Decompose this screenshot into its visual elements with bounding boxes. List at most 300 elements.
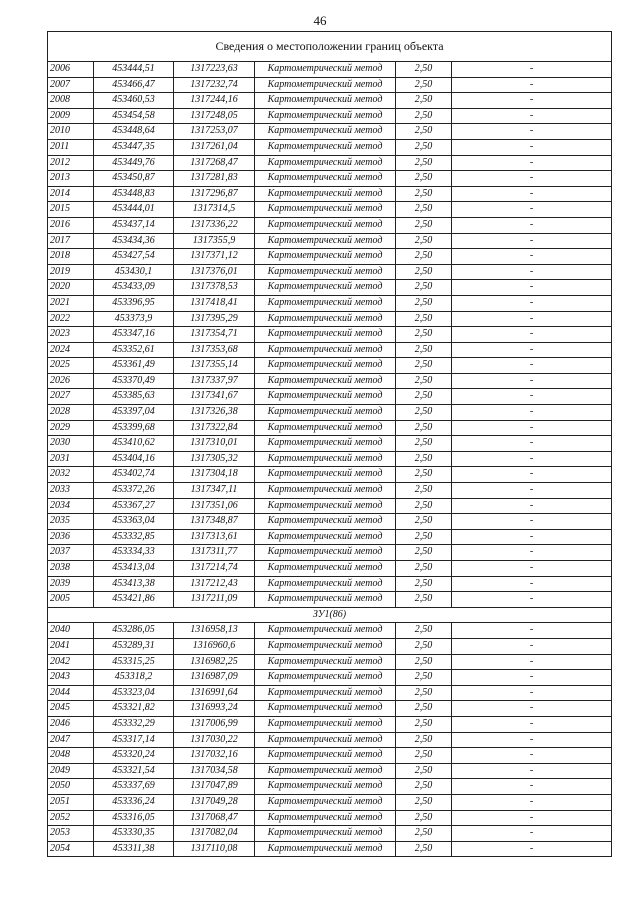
description-cell: -: [452, 77, 612, 93]
table-row: [48, 139, 612, 155]
description-cell: -: [452, 529, 612, 545]
x-coordinate-cell: 453404,16: [94, 451, 174, 467]
method-cell: Картометрический метод: [255, 451, 396, 467]
table-row: [48, 763, 612, 779]
x-coordinate-cell: 453410,62: [94, 436, 174, 452]
description-cell: -: [452, 732, 612, 748]
accuracy-cell: 2,50: [396, 483, 452, 499]
accuracy-cell: 2,50: [396, 670, 452, 686]
description-cell: -: [452, 763, 612, 779]
accuracy-cell: 2,50: [396, 342, 452, 358]
method-cell: Картометрический метод: [255, 810, 396, 826]
accuracy-cell: 2,50: [396, 576, 452, 592]
table-row: [48, 794, 612, 810]
method-cell: Картометрический метод: [255, 342, 396, 358]
y-coordinate-cell: 1317304,18: [174, 467, 255, 483]
method-cell: Картометрический метод: [255, 124, 396, 140]
description-cell: -: [452, 249, 612, 265]
method-cell: Картометрический метод: [255, 529, 396, 545]
description-cell: -: [452, 638, 612, 654]
table-row: [48, 264, 612, 280]
y-coordinate-cell: 1317305,32: [174, 451, 255, 467]
method-cell: Картометрический метод: [255, 654, 396, 670]
y-coordinate-cell: 1317032,16: [174, 748, 255, 764]
accuracy-cell: 2,50: [396, 716, 452, 732]
method-cell: Картометрический метод: [255, 545, 396, 561]
coordinates-table: [47, 31, 612, 857]
accuracy-cell: 2,50: [396, 841, 452, 857]
accuracy-cell: 2,50: [396, 327, 452, 343]
description-cell: -: [452, 93, 612, 109]
x-coordinate-cell: 453447,35: [94, 139, 174, 155]
x-coordinate-cell: 453317,14: [94, 732, 174, 748]
point-number-cell: 2023: [48, 327, 94, 343]
table-row: [48, 233, 612, 249]
table-row: [48, 716, 612, 732]
table-title: Сведения о местоположении границ объекта: [48, 32, 612, 62]
y-coordinate-cell: 1316982,25: [174, 654, 255, 670]
x-coordinate-cell: 453318,2: [94, 670, 174, 686]
x-coordinate-cell: 453332,85: [94, 529, 174, 545]
point-number-cell: 2036: [48, 529, 94, 545]
accuracy-cell: 2,50: [396, 405, 452, 421]
x-coordinate-cell: 453321,82: [94, 701, 174, 717]
point-number-cell: 2012: [48, 155, 94, 171]
table-row: [48, 529, 612, 545]
accuracy-cell: 2,50: [396, 217, 452, 233]
point-number-cell: 2010: [48, 124, 94, 140]
x-coordinate-cell: 453361,49: [94, 358, 174, 374]
x-coordinate-cell: 453399,68: [94, 420, 174, 436]
method-cell: Картометрический метод: [255, 295, 396, 311]
description-cell: -: [452, 420, 612, 436]
accuracy-cell: 2,50: [396, 794, 452, 810]
point-number-cell: 2019: [48, 264, 94, 280]
x-coordinate-cell: 453286,05: [94, 623, 174, 639]
table-row: [48, 514, 612, 530]
description-cell: -: [452, 171, 612, 187]
method-cell: Картометрический метод: [255, 763, 396, 779]
y-coordinate-cell: 1317047,89: [174, 779, 255, 795]
table-row: [48, 841, 612, 857]
accuracy-cell: 2,50: [396, 155, 452, 171]
x-coordinate-cell: 453336,24: [94, 794, 174, 810]
accuracy-cell: 2,50: [396, 311, 452, 327]
y-coordinate-cell: 1317244,16: [174, 93, 255, 109]
description-cell: -: [452, 311, 612, 327]
description-cell: -: [452, 716, 612, 732]
x-coordinate-cell: 453347,16: [94, 327, 174, 343]
x-coordinate-cell: 453321,54: [94, 763, 174, 779]
table-row: [48, 576, 612, 592]
y-coordinate-cell: 1317341,67: [174, 389, 255, 405]
method-cell: Картометрический метод: [255, 716, 396, 732]
section-label: ЗУ1(86): [48, 607, 612, 623]
point-number-cell: 2052: [48, 810, 94, 826]
method-cell: Картометрический метод: [255, 373, 396, 389]
x-coordinate-cell: 453444,51: [94, 62, 174, 78]
y-coordinate-cell: 1317223,63: [174, 62, 255, 78]
description-cell: -: [452, 561, 612, 577]
table-row: [48, 389, 612, 405]
accuracy-cell: 2,50: [396, 592, 452, 608]
description-cell: -: [452, 670, 612, 686]
method-cell: Картометрический метод: [255, 638, 396, 654]
description-cell: -: [452, 498, 612, 514]
accuracy-cell: 2,50: [396, 810, 452, 826]
x-coordinate-cell: 453334,33: [94, 545, 174, 561]
point-number-cell: 2043: [48, 670, 94, 686]
x-coordinate-cell: 453460,53: [94, 93, 174, 109]
accuracy-cell: 2,50: [396, 529, 452, 545]
point-number-cell: 2027: [48, 389, 94, 405]
table-row: [48, 342, 612, 358]
point-number-cell: 2033: [48, 483, 94, 499]
page-number: 46: [313, 13, 327, 28]
x-coordinate-cell: 453337,69: [94, 779, 174, 795]
description-cell: -: [452, 701, 612, 717]
table-row: [48, 451, 612, 467]
accuracy-cell: 2,50: [396, 202, 452, 218]
point-number-cell: 2016: [48, 217, 94, 233]
method-cell: Картометрический метод: [255, 405, 396, 421]
method-cell: Картометрический метод: [255, 171, 396, 187]
accuracy-cell: 2,50: [396, 685, 452, 701]
description-cell: -: [452, 108, 612, 124]
y-coordinate-cell: 1317068,47: [174, 810, 255, 826]
x-coordinate-cell: 453433,09: [94, 280, 174, 296]
accuracy-cell: 2,50: [396, 436, 452, 452]
method-cell: Картометрический метод: [255, 732, 396, 748]
y-coordinate-cell: 1317354,71: [174, 327, 255, 343]
table-row: [48, 155, 612, 171]
y-coordinate-cell: 1317006,99: [174, 716, 255, 732]
y-coordinate-cell: 1317034,58: [174, 763, 255, 779]
x-coordinate-cell: 453396,95: [94, 295, 174, 311]
description-cell: -: [452, 810, 612, 826]
point-number-cell: 2026: [48, 373, 94, 389]
accuracy-cell: 2,50: [396, 561, 452, 577]
y-coordinate-cell: 1317110,08: [174, 841, 255, 857]
description-cell: -: [452, 436, 612, 452]
x-coordinate-cell: 453413,38: [94, 576, 174, 592]
x-coordinate-cell: 453370,49: [94, 373, 174, 389]
table-row: [48, 810, 612, 826]
description-cell: -: [452, 514, 612, 530]
method-cell: Картометрический метод: [255, 420, 396, 436]
x-coordinate-cell: 453413,04: [94, 561, 174, 577]
method-cell: Картометрический метод: [255, 186, 396, 202]
table-row: [48, 217, 612, 233]
x-coordinate-cell: 453332,29: [94, 716, 174, 732]
point-number-cell: 2015: [48, 202, 94, 218]
boundary-table: [47, 31, 611, 857]
method-cell: Картометрический метод: [255, 483, 396, 499]
point-number-cell: 2037: [48, 545, 94, 561]
accuracy-cell: 2,50: [396, 467, 452, 483]
table-row: [48, 638, 612, 654]
x-coordinate-cell: 453323,04: [94, 685, 174, 701]
method-cell: Картометрический метод: [255, 561, 396, 577]
x-coordinate-cell: 453454,58: [94, 108, 174, 124]
accuracy-cell: 2,50: [396, 638, 452, 654]
y-coordinate-cell: 1317310,01: [174, 436, 255, 452]
table-row: [48, 311, 612, 327]
point-number-cell: 2031: [48, 451, 94, 467]
point-number-cell: 2030: [48, 436, 94, 452]
table-row: [48, 623, 612, 639]
x-coordinate-cell: 453421,86: [94, 592, 174, 608]
point-number-cell: 2038: [48, 561, 94, 577]
y-coordinate-cell: 1317348,87: [174, 514, 255, 530]
x-coordinate-cell: 453450,87: [94, 171, 174, 187]
y-coordinate-cell: 1316993,24: [174, 701, 255, 717]
method-cell: Картометрический метод: [255, 108, 396, 124]
accuracy-cell: 2,50: [396, 280, 452, 296]
method-cell: Картометрический метод: [255, 670, 396, 686]
method-cell: Картометрический метод: [255, 280, 396, 296]
method-cell: Картометрический метод: [255, 202, 396, 218]
method-cell: Картометрический метод: [255, 685, 396, 701]
description-cell: -: [452, 545, 612, 561]
method-cell: Картометрический метод: [255, 264, 396, 280]
point-number-cell: 2035: [48, 514, 94, 530]
accuracy-cell: 2,50: [396, 779, 452, 795]
method-cell: Картометрический метод: [255, 62, 396, 78]
table-row: [48, 561, 612, 577]
table-row: [48, 498, 612, 514]
description-cell: -: [452, 405, 612, 421]
description-cell: -: [452, 358, 612, 374]
point-number-cell: 2009: [48, 108, 94, 124]
point-number-cell: 2053: [48, 826, 94, 842]
table-row: [48, 373, 612, 389]
table-row: [48, 249, 612, 265]
point-number-cell: 2044: [48, 685, 94, 701]
y-coordinate-cell: 1317351,06: [174, 498, 255, 514]
accuracy-cell: 2,50: [396, 358, 452, 374]
point-number-cell: 2046: [48, 716, 94, 732]
description-cell: -: [452, 186, 612, 202]
method-cell: Картометрический метод: [255, 794, 396, 810]
description-cell: -: [452, 280, 612, 296]
method-cell: Картометрический метод: [255, 249, 396, 265]
point-number-cell: 2008: [48, 93, 94, 109]
description-cell: -: [452, 373, 612, 389]
description-cell: -: [452, 342, 612, 358]
accuracy-cell: 2,50: [396, 826, 452, 842]
x-coordinate-cell: 453397,04: [94, 405, 174, 421]
table-row: [48, 545, 612, 561]
y-coordinate-cell: 1317212,43: [174, 576, 255, 592]
point-number-cell: 2048: [48, 748, 94, 764]
table-row: [48, 93, 612, 109]
accuracy-cell: 2,50: [396, 186, 452, 202]
y-coordinate-cell: 1317268,47: [174, 155, 255, 171]
table-row: [48, 670, 612, 686]
x-coordinate-cell: 453448,64: [94, 124, 174, 140]
description-cell: -: [452, 592, 612, 608]
table-row: [48, 77, 612, 93]
x-coordinate-cell: 453363,04: [94, 514, 174, 530]
x-coordinate-cell: 453385,63: [94, 389, 174, 405]
description-cell: -: [452, 451, 612, 467]
y-coordinate-cell: 1317395,29: [174, 311, 255, 327]
point-number-cell: 2020: [48, 280, 94, 296]
y-coordinate-cell: 1317232,74: [174, 77, 255, 93]
x-coordinate-cell: 453444,01: [94, 202, 174, 218]
y-coordinate-cell: 1317211,09: [174, 592, 255, 608]
method-cell: Картометрический метод: [255, 779, 396, 795]
accuracy-cell: 2,50: [396, 264, 452, 280]
x-coordinate-cell: 453352,61: [94, 342, 174, 358]
x-coordinate-cell: 453427,54: [94, 249, 174, 265]
table-row: [48, 748, 612, 764]
x-coordinate-cell: 453449,76: [94, 155, 174, 171]
accuracy-cell: 2,50: [396, 451, 452, 467]
table-row: [48, 420, 612, 436]
accuracy-cell: 2,50: [396, 514, 452, 530]
table-row: [48, 280, 612, 296]
point-number-cell: 2017: [48, 233, 94, 249]
table-row: [48, 483, 612, 499]
y-coordinate-cell: 1317311,77: [174, 545, 255, 561]
y-coordinate-cell: 1317322,84: [174, 420, 255, 436]
point-number-cell: 2005: [48, 592, 94, 608]
accuracy-cell: 2,50: [396, 732, 452, 748]
y-coordinate-cell: 1317082,04: [174, 826, 255, 842]
y-coordinate-cell: 1317261,04: [174, 139, 255, 155]
accuracy-cell: 2,50: [396, 623, 452, 639]
description-cell: -: [452, 467, 612, 483]
table-row: [48, 654, 612, 670]
y-coordinate-cell: 1317355,14: [174, 358, 255, 374]
table-title-row: [48, 32, 612, 62]
y-coordinate-cell: 1316960,6: [174, 638, 255, 654]
accuracy-cell: 2,50: [396, 701, 452, 717]
y-coordinate-cell: 1317371,12: [174, 249, 255, 265]
point-number-cell: 2034: [48, 498, 94, 514]
point-number-cell: 2041: [48, 638, 94, 654]
y-coordinate-cell: 1317296,87: [174, 186, 255, 202]
accuracy-cell: 2,50: [396, 93, 452, 109]
y-coordinate-cell: 1317347,11: [174, 483, 255, 499]
point-number-cell: 2021: [48, 295, 94, 311]
method-cell: Картометрический метод: [255, 701, 396, 717]
accuracy-cell: 2,50: [396, 389, 452, 405]
table-row: [48, 186, 612, 202]
accuracy-cell: 2,50: [396, 62, 452, 78]
accuracy-cell: 2,50: [396, 654, 452, 670]
description-cell: -: [452, 62, 612, 78]
table-row: [48, 108, 612, 124]
table-row: [48, 327, 612, 343]
method-cell: Картометрический метод: [255, 841, 396, 857]
accuracy-cell: 2,50: [396, 763, 452, 779]
description-cell: -: [452, 124, 612, 140]
description-cell: -: [452, 779, 612, 795]
table-row: [48, 779, 612, 795]
method-cell: Картометрический метод: [255, 155, 396, 171]
y-coordinate-cell: 1317248,05: [174, 108, 255, 124]
x-coordinate-cell: 453466,47: [94, 77, 174, 93]
method-cell: Картометрический метод: [255, 592, 396, 608]
accuracy-cell: 2,50: [396, 545, 452, 561]
description-cell: -: [452, 295, 612, 311]
method-cell: Картометрический метод: [255, 327, 396, 343]
description-cell: -: [452, 654, 612, 670]
method-cell: Картометрический метод: [255, 233, 396, 249]
x-coordinate-cell: 453330,35: [94, 826, 174, 842]
point-number-cell: 2054: [48, 841, 94, 857]
y-coordinate-cell: 1316987,09: [174, 670, 255, 686]
description-cell: -: [452, 389, 612, 405]
description-cell: -: [452, 202, 612, 218]
x-coordinate-cell: 453434,36: [94, 233, 174, 249]
x-coordinate-cell: 453367,27: [94, 498, 174, 514]
description-cell: -: [452, 794, 612, 810]
table-row: [48, 436, 612, 452]
section-row: [48, 607, 612, 623]
method-cell: Картометрический метод: [255, 498, 396, 514]
point-number-cell: 2022: [48, 311, 94, 327]
accuracy-cell: 2,50: [396, 498, 452, 514]
method-cell: Картометрический метод: [255, 467, 396, 483]
method-cell: Картометрический метод: [255, 576, 396, 592]
point-number-cell: 2013: [48, 171, 94, 187]
y-coordinate-cell: 1317378,53: [174, 280, 255, 296]
description-cell: -: [452, 576, 612, 592]
description-cell: -: [452, 748, 612, 764]
method-cell: Картометрический метод: [255, 77, 396, 93]
point-number-cell: 2047: [48, 732, 94, 748]
accuracy-cell: 2,50: [396, 108, 452, 124]
description-cell: -: [452, 264, 612, 280]
description-cell: -: [452, 826, 612, 842]
point-number-cell: 2049: [48, 763, 94, 779]
x-coordinate-cell: 453315,25: [94, 654, 174, 670]
y-coordinate-cell: 1317314,5: [174, 202, 255, 218]
method-cell: Картометрический метод: [255, 358, 396, 374]
point-number-cell: 2039: [48, 576, 94, 592]
accuracy-cell: 2,50: [396, 233, 452, 249]
accuracy-cell: 2,50: [396, 139, 452, 155]
table-row: [48, 202, 612, 218]
point-number-cell: 2051: [48, 794, 94, 810]
method-cell: Картометрический метод: [255, 311, 396, 327]
accuracy-cell: 2,50: [396, 249, 452, 265]
x-coordinate-cell: 453437,14: [94, 217, 174, 233]
method-cell: Картометрический метод: [255, 623, 396, 639]
table-row: [48, 124, 612, 140]
point-number-cell: 2028: [48, 405, 94, 421]
y-coordinate-cell: 1317030,22: [174, 732, 255, 748]
description-cell: -: [452, 623, 612, 639]
point-number-cell: 2014: [48, 186, 94, 202]
y-coordinate-cell: 1317049,28: [174, 794, 255, 810]
method-cell: Картометрический метод: [255, 217, 396, 233]
method-cell: Картометрический метод: [255, 436, 396, 452]
y-coordinate-cell: 1317253,07: [174, 124, 255, 140]
point-number-cell: 2042: [48, 654, 94, 670]
description-cell: -: [452, 327, 612, 343]
method-cell: Картометрический метод: [255, 93, 396, 109]
y-coordinate-cell: 1317214,74: [174, 561, 255, 577]
table-row: [48, 467, 612, 483]
table-row: [48, 685, 612, 701]
y-coordinate-cell: 1317281,83: [174, 171, 255, 187]
point-number-cell: 2007: [48, 77, 94, 93]
